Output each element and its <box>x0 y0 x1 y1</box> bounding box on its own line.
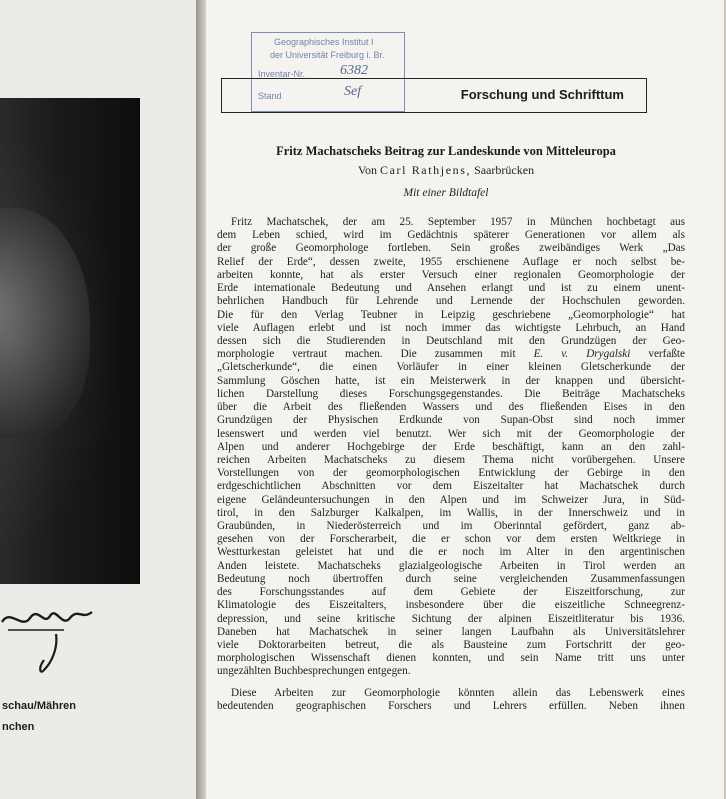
article-body <box>217 216 685 713</box>
text-line: dem Leben schied, wird im Gedächtnis späterer Generationen vor allem als <box>217 229 685 242</box>
stamp-inventar-value: 6382 <box>340 63 368 78</box>
text-line: Bedeutung noch übertroffen durch seine vergleichenden Zusammenfassungen <box>217 572 685 585</box>
text-line: behrlichen Handbuch für Lehrende und Lernende der Hochschulen geworden. <box>217 295 685 308</box>
text-line: Relief der Erde“, dessen zweite, 1955 erschienene Auflage er noch selbst be- <box>217 255 685 268</box>
text-line: Fritz Machatschek, der am 25. September 1957 in München hochbetagt aus <box>231 216 685 228</box>
article-title: Fritz Machatscheks Beitrag zur Landeskunde von Mitteleuropa <box>276 144 616 158</box>
text-line: Erde internationale Bedeutung und Ansehen erlangt und ist zu einem unent- <box>217 282 685 295</box>
text-line-end: verfaßte <box>648 348 686 361</box>
byline-prefix: Von <box>357 163 378 177</box>
text-line: Grundzügen der Physischen Erdkunde von Supan-Obst sind noch immer <box>217 414 685 427</box>
text-line: Daneben hat Machatschek in seiner langen Laufbahn als Universitätslehrer <box>217 625 685 638</box>
text-line: viele Doktorarbeiten betreut, die als Bausteine zum Fortschritt der geo- <box>217 639 685 651</box>
text-line: eigene Geländeuntersuchungen in den Alpen und im Schweizer Jura, in Süd- <box>217 493 685 506</box>
text-line: dessen sich die Studierenden in Deutschland mit den Grundzügen der Geo- <box>217 334 685 347</box>
text-line: Anden leistete. Machatscheks glazialgeologische Arbeiten in Tirol werden an <box>217 559 685 572</box>
text-line: lichen Darstellung dieses Forschungsgegenstandes. Die Beiträge Machatscheks <box>217 387 685 400</box>
author-location: Saarbrücken <box>474 163 535 177</box>
text-line: erdgeschichtlichen Abschnitten vor dem Eiszeitalter hat Machatschek durch <box>217 480 685 493</box>
text-line: Diese Arbeiten zur Geomorphologie könnten allein das Lebenswerk eines <box>231 686 685 699</box>
section-title: Forschung und Schrifttum <box>460 87 624 102</box>
text-line: arbeiten konnte, hat als erster Versuch einer regionalen Geomorphologie der <box>217 268 685 281</box>
stamp-line-2: der Universität Freiburg i. Br. <box>270 50 385 60</box>
subtitle-bildtafel: Mit einer Bildtafel <box>403 187 489 199</box>
stamp-inventar-label: Inventar-Nr. <box>258 69 306 79</box>
text-line: über die Arbeit des fließenden Wassers und des fließenden Eises in den <box>217 401 685 414</box>
text-line-drygalski <box>217 348 685 361</box>
right-page <box>206 0 724 799</box>
text-line: Vorstellungen von der geomorphologischen Entwicklung der Gebirge in den <box>217 467 685 480</box>
text-line: des Forschungsstandes auf dem Gebiete der Eiszeitforschung, zur <box>217 586 685 599</box>
text-line: „Gletscherkunde“, die einen Vorläufer in einer kleinen Gletscherkunde der <box>217 361 685 374</box>
text-line: Westturkestan geleistet hat und die er noch im Alter in den argentinischen <box>217 546 685 559</box>
stamp-line-1: Geographisches Institut I <box>274 37 374 47</box>
text-line: Die für den Verlag Teubner in Leipzig geschriebene „Geomorphologie“ hat <box>217 308 685 321</box>
caption-line-2: nchen <box>2 721 35 733</box>
portrait-photo <box>0 98 140 584</box>
stamp-stand-value: Sef <box>344 84 362 99</box>
text-line: bedeutenden geographischen Forschers und Lehrers erfüllen. Neben ihnen <box>217 699 685 712</box>
text-line: viele Auflagen erlebt und ist noch immer das wichtigste Lehrbuch, an Hand <box>217 321 685 334</box>
text-line: Sammlung Göschen hatte, ist ein Meisterwerk in der knappen und übersicht- <box>217 374 685 387</box>
stamp-stand-label: Stand <box>258 91 282 101</box>
left-page <box>0 0 198 799</box>
text-line: tirol, in den Salzburger Kalkalpen, im Wallis, in der Innerschweiz und in <box>217 506 685 519</box>
handwritten-signature <box>0 600 100 690</box>
author-name: Carl Rathjens, <box>380 163 472 177</box>
section-header-box <box>221 78 647 113</box>
drygalski-name: E. v. Drygalski <box>533 348 631 361</box>
caption-line-1: schau/Mähren <box>2 700 76 712</box>
text-line: lesenswert und werden viel benutzt. Wer sich mit der Geomorphologie der <box>217 427 685 440</box>
text-line-start: morphologie vertraut machen. Die zusammen mit <box>217 348 516 361</box>
text-line: Alpen und anderer Hochgebirge der Erde beschäftigt, kann an den zahl- <box>217 440 685 453</box>
text-line: Klimatologie des Eiszeitalters, insbesondere über die eiszeitliche Schneegrenz- <box>217 599 685 612</box>
text-line: depression, und seine kritische Sichtung der alpinen Eiszeitliteratur bis 1936. <box>217 612 685 625</box>
text-line: der große Geomorphologe fortleben. Sein großes zweibändiges Werk „Das <box>217 242 685 255</box>
text-line: gesehen von der Forscherarbeit, die er schon vor dem ersten Weltkriege in <box>217 533 685 546</box>
text-line: morphologischen Wissenschaft dienen konnten, und sein Name tritt uns unter <box>217 652 685 665</box>
text-line: Graubünden, in Niederösterreich und im Oberinntal gefördert, ganz ab- <box>217 520 685 533</box>
byline <box>226 163 666 178</box>
text-line: ungezählten Buchbesprechungen entgegen. <box>217 665 411 678</box>
text-line: reichen Arbeiten Machatscheks zu diesem Thema nicht vorübergehen. Unsere <box>217 453 685 466</box>
